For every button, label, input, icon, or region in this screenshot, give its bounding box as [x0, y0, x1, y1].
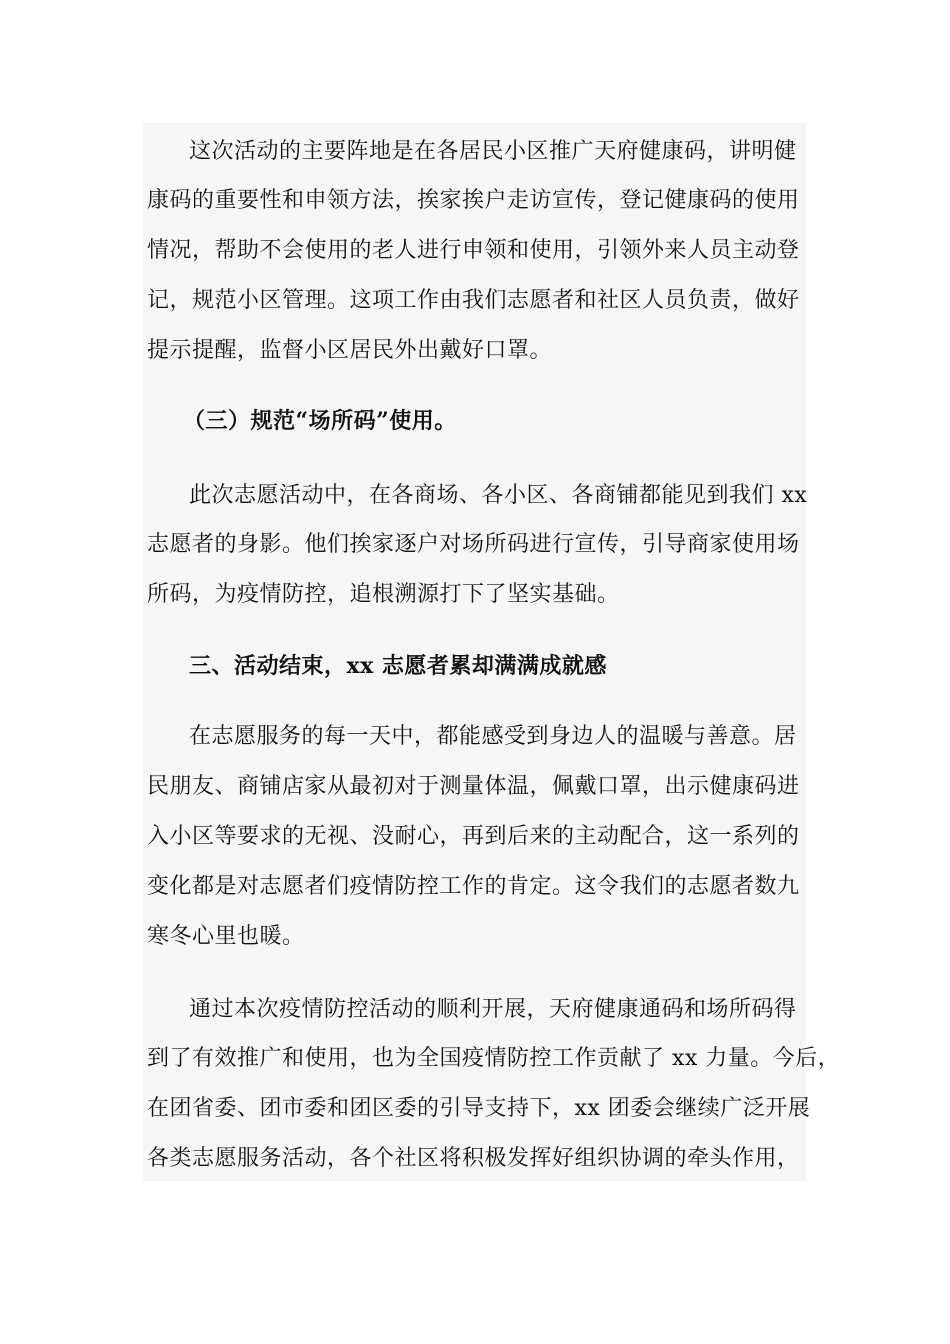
paragraph-4-line-4: 各类志愿服务活动，各个社区将积极发挥好组织协调的牵头作用， [147, 1146, 800, 1171]
paragraph-2-line-3: 所码，为疫情防控，追根溯源打下了坚实基础。 [147, 582, 620, 607]
paragraph-2-line-2: 志愿者的身影。他们挨家逐户对场所码进行宣传，引导商家使用场 [147, 532, 800, 557]
sub-heading-3: （三）规范“场所码”使用。 [183, 408, 457, 434]
paragraph-4-line-3: 在团省委、团市委和团区委的引导支持下，xx 团委会继续广泛开展 [147, 1096, 811, 1121]
paragraph-3-line-5: 寒冬心里也暖。 [147, 924, 305, 949]
paragraph-1-line-2: 康码的重要性和申领方法，挨家挨户走访宣传，登记健康码的使用 [147, 188, 800, 213]
paragraph-3-line-2: 民朋友、商铺店家从最初对于测量体温，佩戴口罩，出示健康码进 [147, 774, 800, 799]
paragraph-3-line-1: 在志愿服务的每一天中，都能感受到身边人的温暖与善意。居 [189, 724, 797, 749]
paragraph-1-line-1: 这次活动的主要阵地是在各居民小区推广天府健康码，讲明健 [189, 139, 797, 164]
paragraph-2-line-1: 此次志愿活动中，在各商场、各小区、各商铺都能见到我们 xx [189, 483, 808, 508]
paragraph-3-line-3: 入小区等要求的无视、没耐心，再到后来的主动配合，这一系列的 [147, 824, 800, 849]
paragraph-1-line-5: 提示提醒，监督小区居民外出戴好口罩。 [147, 338, 553, 363]
paragraph-4-line-2: 到了有效推广和使用，也为全国疫情防控工作贡献了 xx 力量。今后， [147, 1046, 841, 1071]
paragraph-3-line-4: 变化都是对志愿者们疫情防控工作的肯定。这令我们的志愿者数九 [147, 874, 800, 899]
paragraph-1-line-4: 记，规范小区管理。这项工作由我们志愿者和社区人员负责，做好 [147, 288, 800, 313]
paragraph-4-line-1: 通过本次疫情防控活动的顺利开展，天府健康通码和场所码得 [189, 997, 797, 1022]
paragraph-1-line-3: 情况，帮助不会使用的老人进行申领和使用，引领外来人员主动登 [147, 238, 800, 263]
section-heading-3: 三、活动结束，xx 志愿者累却满满成就感 [189, 653, 607, 679]
